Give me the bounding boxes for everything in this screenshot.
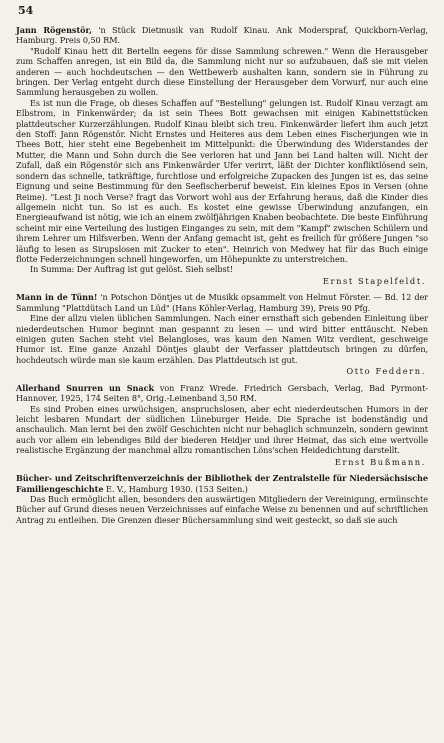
- title-lead: Mann in de Tünn!: [16, 292, 98, 303]
- title-lead: Allerhand Snurren un Snack: [16, 382, 154, 393]
- review-heading: Mann in de Tünn! 'n Potschon Döntjes ut de Musikk opsammelt von Helmut Förster. — Bd. 12 der Sammlung "Plattdütsch Land un Lüd" (Hans Köhler-Verlag, Hamburg 39), Preis 90 Pfg.: [16, 292, 429, 313]
- review-heading: Bücher- und Zeitschriftenverzeichnis der Bibliothek der Zentralstelle für Niedersächsische Familiengeschichte E. V., Hamburg 1930. (153 Seiten.): [16, 473, 428, 494]
- review-paragraph: Es sind Proben eines urwüchsigen, anspruchslosen, aber echt niederdeutschen Humors in der leicht lesbaren Mundart der südlichen Lüneburger Heide. Die Sprache ist bodenständig und anschaulich. Man lernt bei den zwölf Geschichten nicht nur behaglich schmunzeln, sondern gewinnt auch vor allem ein lebendiges Bild der biederen Heidjer und ihrer Heimat, das sich eine wertvolle realistische Ergänzung der manchmal allzu romantischen Löns'schen Heidedichtung darstellt.: [16, 403, 428, 456]
- review-heading: Jann Rögenstör, 'n Stück Dietmusik van Rudolf Kinau. Ank Moderspraf, Quickborn-Verlag, Hamburg. Preis 0,50 RM.: [16, 25, 428, 46]
- title-lead: Jann Rögenstör,: [16, 25, 92, 35]
- review-signature: Otto Feddern.: [346, 366, 426, 377]
- review-signature: Ernst Stapelfeldt.: [322, 275, 426, 286]
- review-foerster: [16, 292, 428, 376]
- review-paragraph: In Summa: Der Auftrag ist gut gelöst. Sieh selbst!: [30, 264, 234, 275]
- title-lead: Bücher- und Zeitschriftenverzeichnis der Bibliothek der Zentralstelle für Niedersächsische Familiengeschichte: [16, 473, 428, 494]
- review-kinau: [16, 25, 428, 286]
- review-wrede: [16, 383, 428, 467]
- review-heading: Allerhand Snurren un Snack von Franz Wrede. Friedrich Gersbach, Verlag, Bad Pyrmont-Hannover, 1925, 174 Seiten 8°, Orig.-Leinenband 3,50 RM.: [16, 382, 428, 404]
- review-paragraph: Das Buch ermöglicht allen, besonders den auswärtigen Mitgliedern der Vereinigung, ermünschte Bücher auf Grund dieses neuen Verzeichnisses auf einfache Weise zu benennen und auf schriftlichen Antrag zu entleihen. Die Grenzen dieser Büchersammlung sind weit gesteckt, so daß sie auch: [16, 494, 428, 525]
- review-paragraph: "Rudolf Kinau hett dit Bertelln eegens för disse Sammlung schrewen." Wenn die Herausgeber zum Schaffen anregen, ist ein Bild da, die Sammlung nicht nur so aufzubauen, daß sie mit vielen anderen — auch hochdeutschen — den Wettbewerb aushalten kann, sondern sie in Führung zu bringen. Der Verlag entgeht durch diese Einstellung der Herausgeber dem Vorwurf, nur auch eine Sammlung herausgeben zu wollen.: [16, 45, 428, 98]
- review-signature: Ernst Bußmann.: [334, 456, 426, 467]
- review-paragraph: Eine der allzu vielen üblichen Sammlungen. Nach einer ernsthaft sich gebenden Einleitung über niederdeutschen Humor beginnt man gespannt zu lesen — und wird bitter enttäuscht. Neben einigen guten Sachen steht viel Belangloses, was kaum den Namen Witz verdient, geschweige Humor ist. Eine ganze Anzahl Döntjes glaubt der Verfasser plattdeutsch bringen zu dürfen, hochdeutsch würde man sie kaum erzählen. Das Plattdeutsch ist gut.: [16, 313, 428, 365]
- page-number: 54: [18, 4, 34, 17]
- review-paragraph: Es ist nun die Frage, ob dieses Schaffen auf "Bestellung" gelungen ist. Rudolf Kinau verzagt am Elbstrom, in Finkenwärder; da ist sein Thees Bott gewachsen mit einigen Kabinettstücken plattdeutscher Kurzerzählungen. Rudolf Kinau bleibt sich treu. Finkenwärder liefert ihm auch jetzt den Stoff: Jann Rögenstör. Nicht Ernstes und Heiteres aus dem Leben eines Fischerjungen wie in Thees Bott, hier steht eine Begebenheit im Mittelpunkt: die Überwindung des Widerstandes der Mutter, die Mann und Sohn durch die See verloren hat und Jann bei Land halten will. Nicht der Zufall, daß ein Rögenstör sich ans Finkenwärder Ufer verirrt, läßt der Dichter konfliktlösend sein, sondern das schnelle, tatkräftige, furchtlose und erfolgreiche Zupacken des Jungen ist es, das seine Eignung und seine Bestimmung für den Seefischerberuf beweist. Ein kleines Epos in Versen (ohne Reime). "Lest Ji noch Verse? fragt das Vorwort wohl aus der Erfahrung heraus, daß die Kinder dies allgemein nicht tun. So ist es auch. Es kostet eine gewisse Überwindung anzufangen, ein Energieaufwand ist nötig, wie ich an einem zwölfjährigen Knaben beobachtete. Die beste Einführung scheint mir eine Verteilung des lustigen Einganges zu sein, mit dem "Kampf" zwischen Schülern und ihrem Lehrer um Hilfsverben. Wenn der Anfang gemacht ist, geht es freilich für größere Jungen "so läufig to lesen as Sirupslosen mit Zucker to eten". Heinrich von Medwey hat für das Buch einige flotte Federzeichnungen schnell hingeworfen, um Höhepunkte zu unterstreichen.: [16, 97, 428, 264]
- review-bibliothek: [16, 473, 428, 525]
